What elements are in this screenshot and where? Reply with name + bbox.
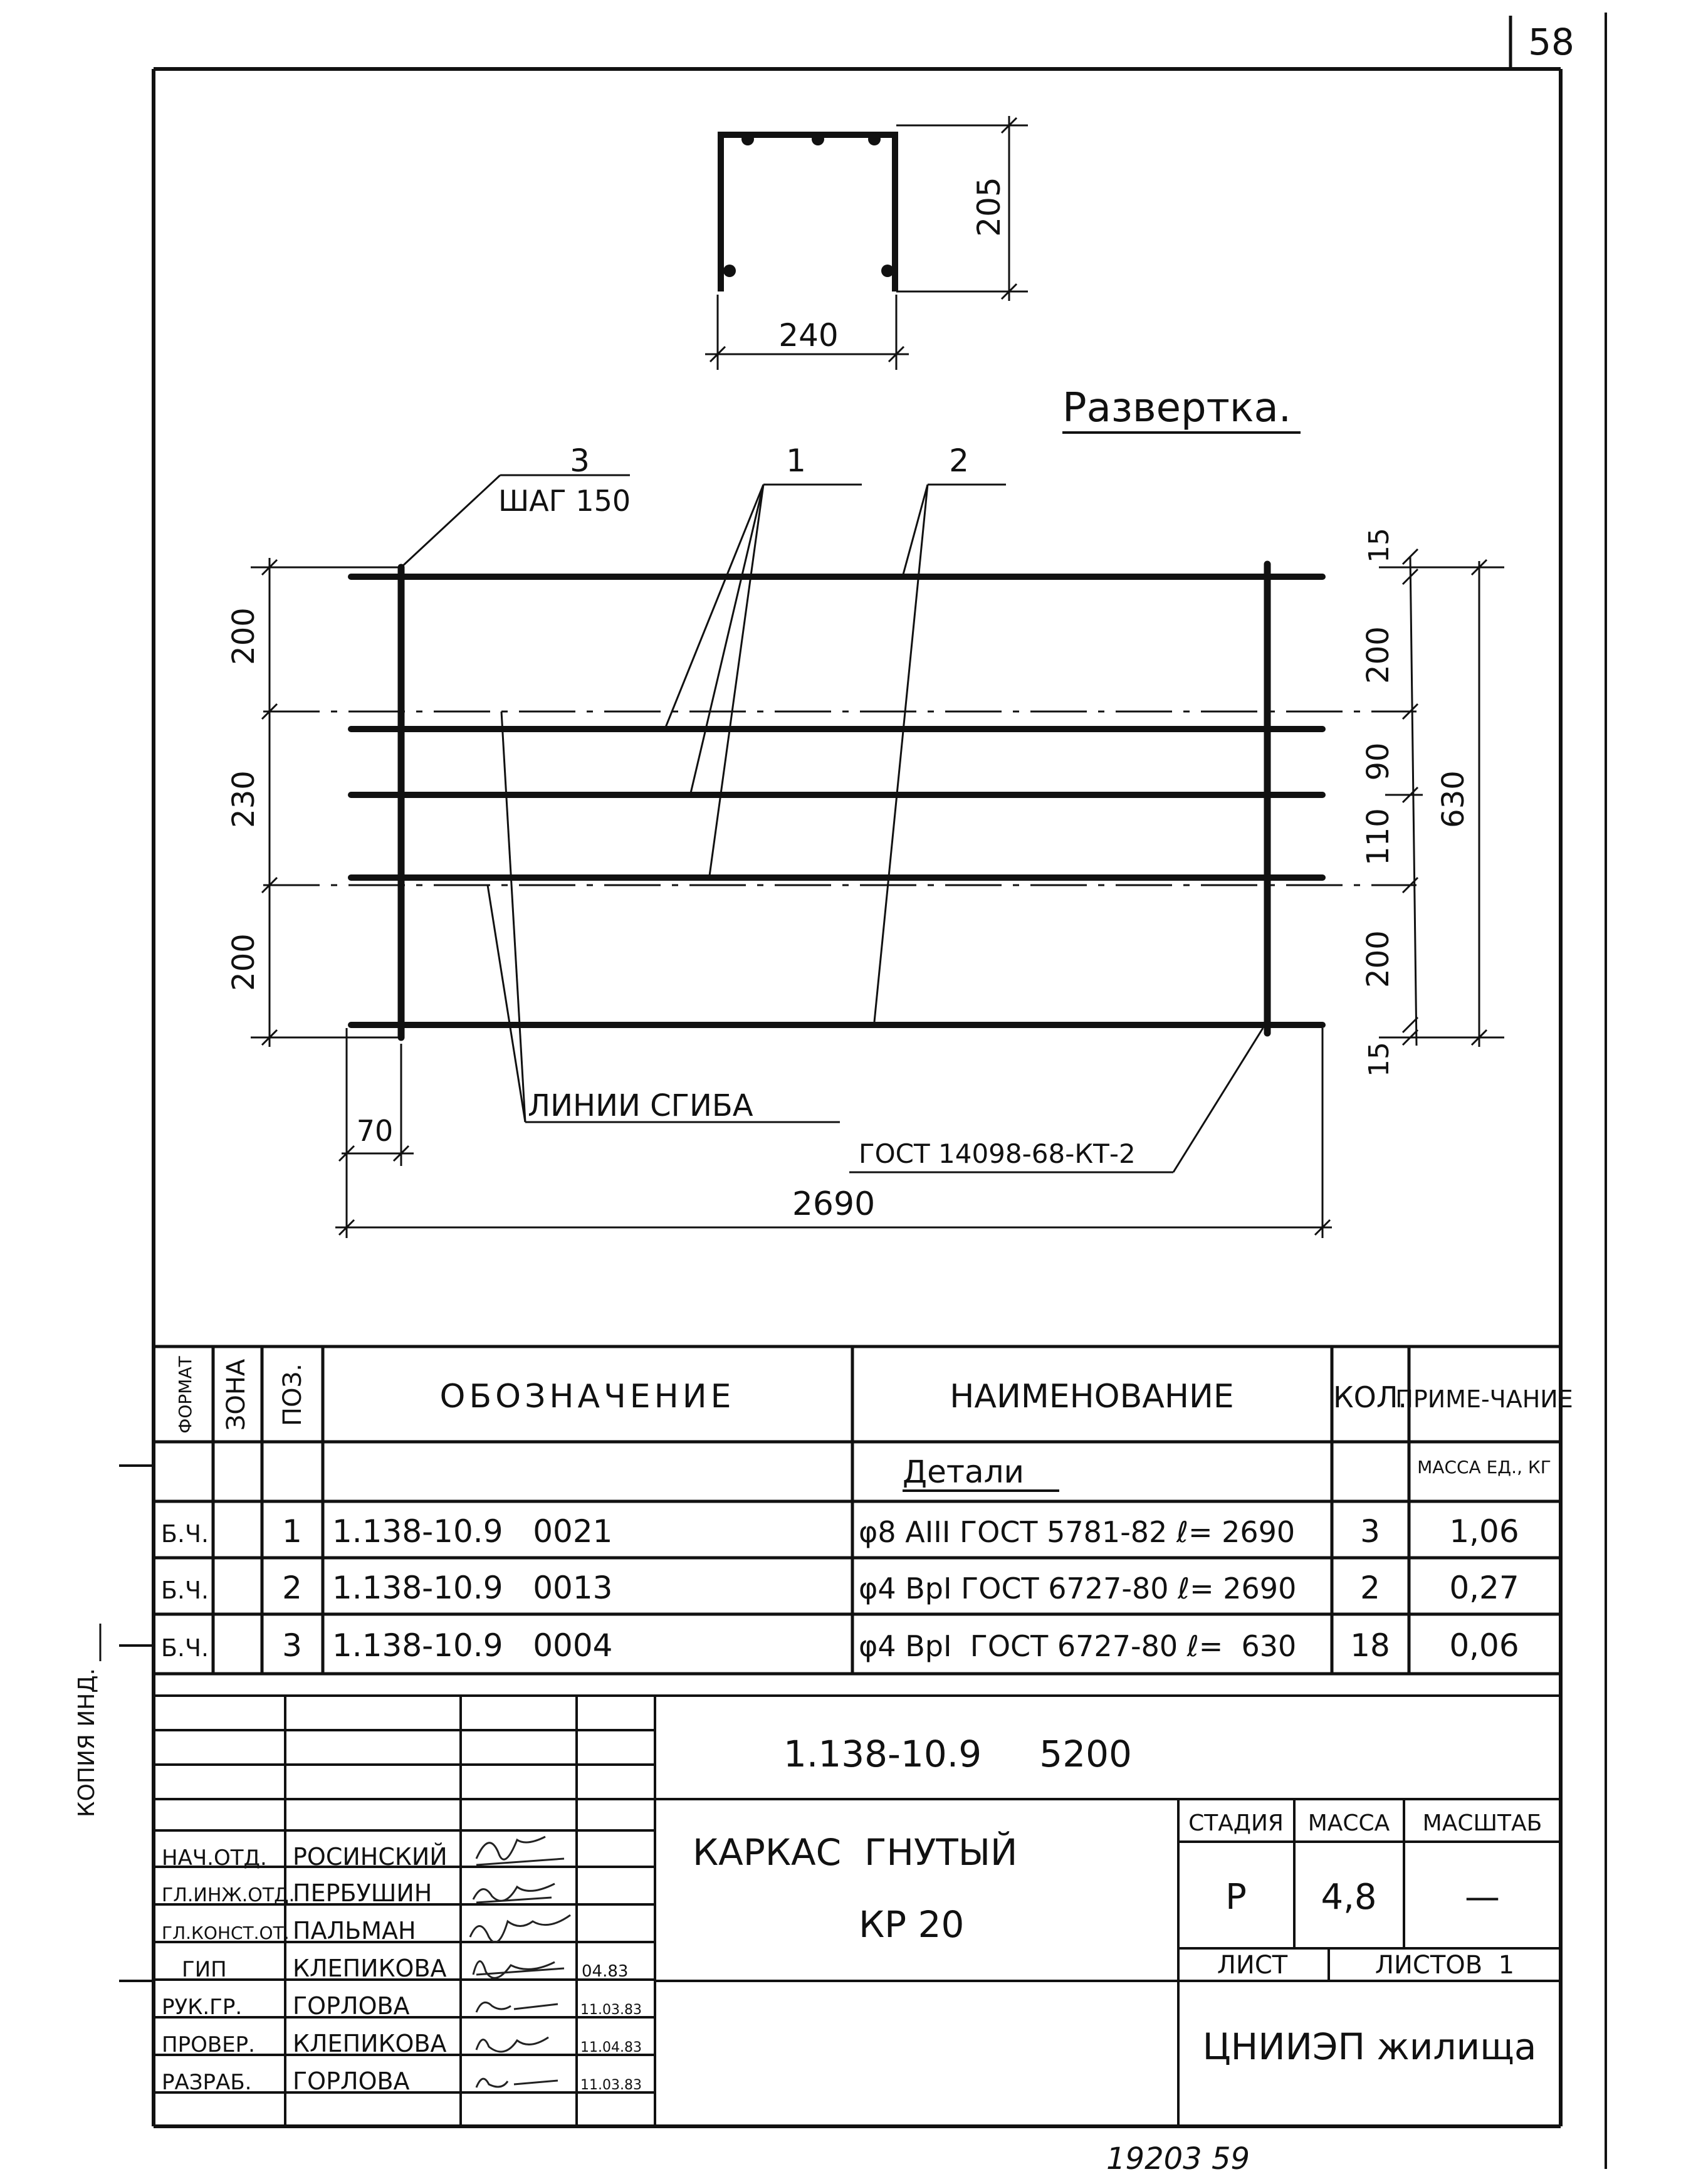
rebar-dot	[881, 265, 894, 277]
role-1: ГЛ.ИНЖ.ОТД.	[162, 1884, 295, 1906]
row1-qty: 3	[1360, 1513, 1380, 1550]
margin-stamp	[74, 1624, 100, 1817]
dim-offset: 70	[356, 1114, 394, 1148]
dim-right-110: 110	[1361, 808, 1396, 866]
row3-pos: 3	[282, 1627, 302, 1664]
dim-overall-height: 630	[1436, 770, 1471, 828]
dim-left-top: 200	[226, 607, 261, 665]
row3-designation: 1.138-10.9 0004	[332, 1627, 613, 1664]
rebar-dot	[868, 133, 881, 145]
name-6: ГОРЛОВА	[293, 2067, 410, 2095]
name-4: ГОРЛОВА	[293, 1992, 410, 2020]
role-2: ГЛ.КОНСТ.ОТ.	[162, 1923, 290, 1943]
dim-right-15-bottom: 15	[1363, 1042, 1395, 1077]
rebar-dot	[812, 133, 824, 145]
bend-lines	[263, 711, 1417, 885]
stage-label: СТАДИЯ	[1188, 1810, 1284, 1836]
date-3: 04.83	[582, 1962, 629, 1981]
document-code: 1.138-10.9 5200	[783, 1733, 1132, 1775]
role-3: ГИП	[182, 1957, 227, 1982]
sheet-number: 58	[1528, 21, 1574, 63]
title-block	[154, 1696, 1561, 2126]
dim-right-15-top: 15	[1363, 528, 1395, 563]
row2-note: 0,27	[1449, 1570, 1519, 1606]
rebar-dot	[723, 265, 736, 277]
margin-note: КОПИЯ ИНД.	[74, 1668, 100, 1817]
row2-designation: 1.138-10.9 0013	[332, 1570, 613, 1606]
row1-pos: 1	[282, 1513, 302, 1550]
col-note-header: ПРИМЕ-ЧАНИЕ	[1395, 1385, 1573, 1413]
row2-format: Б.Ч.	[160, 1577, 209, 1604]
col-qty-header: КОЛ.	[1333, 1380, 1408, 1414]
section-label: Детали	[903, 1454, 1025, 1490]
dim-right-200-bottom: 200	[1361, 930, 1396, 988]
mass-label: МАССА	[1307, 1810, 1390, 1836]
title-line-2: КР 20	[859, 1903, 965, 1946]
role-5: ПРОВЕР.	[162, 2032, 255, 2057]
row3-note: 0,06	[1449, 1627, 1519, 1664]
mass-value: 4,8	[1321, 1877, 1377, 1918]
section-width-dim: 240	[778, 317, 839, 354]
dim-right-90: 90	[1361, 742, 1396, 781]
name-5: КЛЕПИКОВА	[293, 2030, 447, 2057]
date-5: 11.04.83	[580, 2040, 642, 2055]
date-6: 11.03.83	[580, 2077, 642, 2093]
cross-section-view	[705, 116, 1028, 370]
date-4: 11.03.83	[580, 2002, 642, 2018]
row3-qty: 18	[1350, 1627, 1390, 1664]
development-title: Развертка.	[1062, 385, 1292, 431]
title-line-1: КАРКАС ГНУТЫЙ	[693, 1831, 1018, 1874]
dim-left-bottom: 200	[226, 933, 261, 991]
name-1: ПЕРБУШИН	[293, 1879, 432, 1907]
row2-name: φ4 BрI ГОСТ 6727-80 ℓ= 2690	[859, 1572, 1297, 1605]
rebar-dot	[741, 133, 754, 145]
row1-note: 1,06	[1449, 1513, 1519, 1550]
bottom-inventory-number: 19203 59	[1106, 2141, 1250, 2176]
col-zone-header: ЗОНА	[222, 1358, 251, 1431]
dim-overall-length: 2690	[792, 1185, 876, 1223]
row2-qty: 2	[1360, 1570, 1380, 1606]
step-label: ШАГ 150	[498, 484, 631, 518]
row1-designation: 1.138-10.9 0021	[332, 1513, 613, 1550]
row1-format: Б.Ч.	[160, 1520, 209, 1548]
col-pos-header: ПОЗ.	[278, 1363, 307, 1426]
callout-1: 1	[786, 443, 806, 479]
name-3: КЛЕПИКОВА	[293, 1955, 447, 1982]
row1-name: φ8 AIII ГОСТ 5781-82 ℓ= 2690	[859, 1515, 1296, 1549]
name-2: ПАЛЬМАН	[293, 1917, 416, 1945]
organization: ЦНИИЭП жилища	[1202, 2025, 1537, 2068]
scale-value: —	[1465, 1877, 1500, 1918]
development-view	[226, 443, 1504, 1238]
dim-left-middle: 230	[226, 770, 261, 828]
signatures	[470, 1837, 570, 2087]
unit-mass-note: МАССА ЕД., КГ	[1417, 1457, 1551, 1478]
role-0: НАЧ.ОТД.	[162, 1845, 267, 1871]
bend-lines-label: ЛИНИИ СГИБА	[528, 1088, 753, 1123]
col-format-header: ФОРМАТ	[175, 1356, 196, 1434]
col-designation-header: ОБОЗНАЧЕНИЕ	[439, 1378, 735, 1415]
row2-pos: 2	[282, 1570, 302, 1606]
callout-3: 3	[570, 443, 590, 479]
col-name-header: НАИМЕНОВАНИЕ	[950, 1378, 1234, 1415]
callout-2: 2	[949, 443, 969, 479]
stage-value: Р	[1225, 1877, 1247, 1918]
row3-format: Б.Ч.	[160, 1634, 209, 1662]
dim-right-200-top: 200	[1361, 626, 1396, 684]
name-0: РОСИНСКИЙ	[293, 1843, 448, 1871]
sheets-label: ЛИСТОВ 1	[1375, 1951, 1515, 1980]
specification-table	[154, 1347, 1573, 1674]
role-6: РАЗРАБ.	[162, 2070, 252, 2095]
role-4: РУК.ГР.	[162, 1995, 243, 2020]
sheet-label: ЛИСТ	[1217, 1951, 1288, 1980]
section-height-dim: 205	[971, 177, 1007, 237]
weld-standard-label: ГОСТ 14098-68-КТ-2	[859, 1138, 1136, 1169]
row3-name: φ4 BрI ГОСТ 6727-80 ℓ= 630	[859, 1629, 1297, 1663]
scale-label: МАСШТАБ	[1422, 1810, 1542, 1836]
